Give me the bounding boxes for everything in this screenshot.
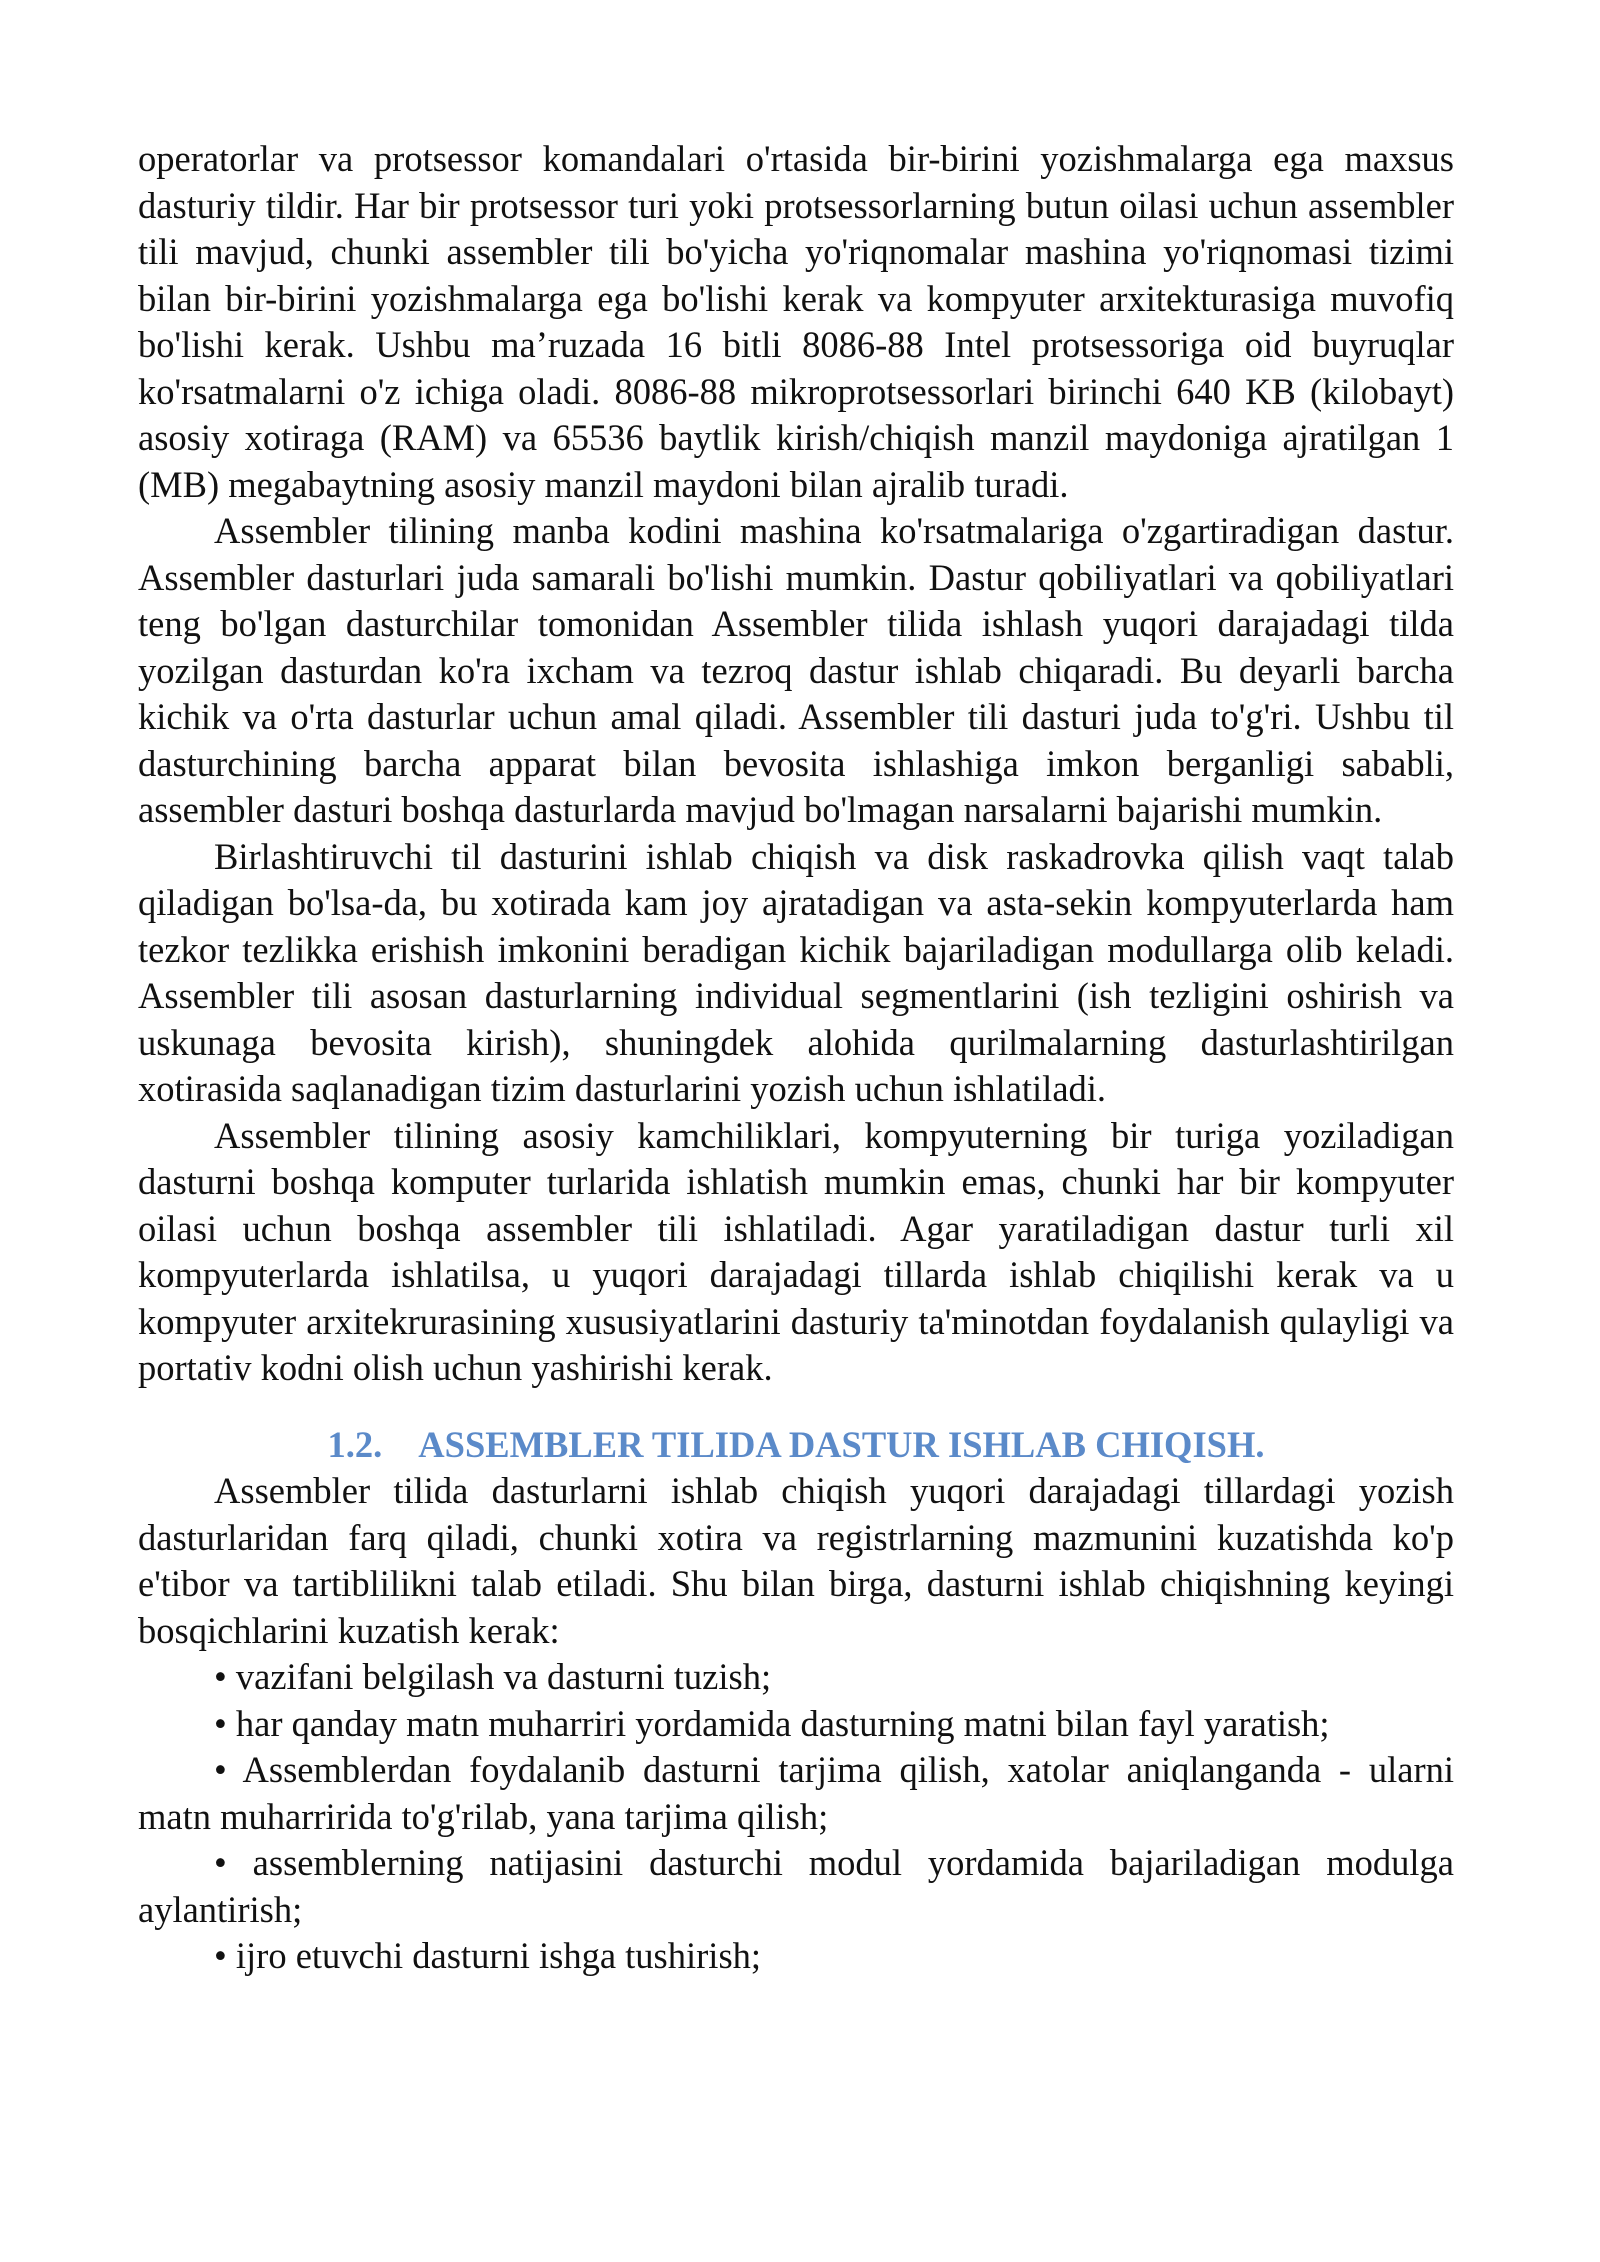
- section-number: 1.2.: [327, 1423, 383, 1465]
- section-heading: [138, 1422, 1454, 1469]
- paragraph-3: Birlashtiruvchi til dasturini ishlab chiqish va disk raskadrovka qilish vaqt talab qiladigan bo'lsa-da, bu xotirada kam joy ajratadigan va asta-sekin kompyuterlarda ham tezkor tezlikka erishish imkonini beradigan kichik bajariladigan modullarga olib keladi. Assembler tili asosan dasturlarning individual segmentlarini (ish tezligini oshirish va uskunaga bevosita kirish), shuningdek alohida qurilmalarning dasturlashtirilgan xotirasida saqlanadigan tizim dasturlarini yozish uchun ishlatiladi.: [138, 835, 1454, 1109]
- list-item: • ijro etuvchi dasturni ishga tushirish;: [214, 1935, 762, 1976]
- list-item: • har qanday matn muharriri yordamida dasturning matni bilan fayl yaratish;: [214, 1702, 1330, 1744]
- list-item: • vazifani belgilash va dasturni tuzish;: [214, 1656, 772, 1697]
- list-item: • Assemblerdan foydalanib dasturni tarjima qilish, xatolar aniqlanganda - ularni matn muharririda to'g'rilab, yana tarjima qilish;: [138, 1749, 1454, 1837]
- paragraph-4: Assembler tilining asosiy kamchiliklari, kompyuterning bir turiga yoziladigan dasturni boshqa komputer turlarida ishlatish mumkin emas, chunki har bir kompyuter oilasi uchun boshqa assembler tili ishlatiladi. Agar yaratiladigan dastur turli xil kompyuterlarda ishlatilsa, u yuqori darajadagi tillarda ishlab chiqilishi kerak va u kompyuter arxitekrurasining xususiyatlarini dasturiy ta'minotdan foydalanish qulayligi va portativ kodni olish uchun yashirishi kerak.: [138, 1114, 1454, 1388]
- paragraph-1: operatorlar va protsessor komandalari o'rtasida bir-birini yozishmalarga ega maxsus dasturiy tildir. Har bir protsessor turi yoki protsessorlarning butun oilasi uchun assembler tili mavjud, chunki assembler tili bo'yicha yo'riqnomalar mashina yo'riqnomasi tizimi bilan bir-birini yozishmalarga ega bo'lishi kerak va kompyuter arxitekturasiga muvofiq bo'lishi kerak. Ushbu ma’ruzada 16 bitli 8086-88 Intel protsessoriga oid buyruqlar ko'rsatmalarni o'z ichiga oladi. 8086-88 mikroprotsessorlari birinchi 640 KB (kilobayt) asosiy xotiraga (RAM) va 65536 baytlik kirish/chiqish manzil maydoniga ajratilgan 1 (MB) megabaytning asosiy manzil maydoni bilan ajralib turadi.: [138, 138, 1454, 505]
- paragraph-2: Assembler tilining manba kodini mashina ko'rsatmalariga o'zgartiradigan dastur. Assembler dasturlari juda samarali bo'lishi mumkin. Dastur qobiliyatlari va qobiliyatlari teng bo'lgan dasturchilar tomonidan Assembler tilida ishlash yuqori darajadagi tilda yozilgan dasturdan ko'ra ixcham va tezroq dastur ishlab chiqaradi. Bu deyarli barcha kichik va o'rta dasturlar uchun amal qiladi. Assembler tili dasturi juda to'g'ri. Ushbu til dasturchining barcha apparat bilan bevosita ishlashiga imkon berganligi sababli, assembler dasturi boshqa dasturlarda mavjud bo'lmagan narsalarni bajarishi mumkin.: [138, 510, 1454, 830]
- document-page: [138, 136, 1454, 1980]
- section-intro: Assembler tilida dasturlarni ishlab chiqish yuqori darajadagi tillardagi yozish dasturlaridan farq qiladi, chunki xotira va registrlarning mazmunini kuzatishda ko'p e'tibor va tartiblilikni talab etiladi. Shu bilan birga, dasturni ishlab chiqishning keyingi bosqichlarini kuzatish kerak:: [138, 1470, 1454, 1651]
- section-title: ASSEMBLER TILIDA DASTUR ISHLAB CHIQISH.: [418, 1423, 1265, 1465]
- list-item: • assemblerning natijasini dasturchi modul yordamida bajariladigan modulga aylantirish;: [138, 1842, 1454, 1930]
